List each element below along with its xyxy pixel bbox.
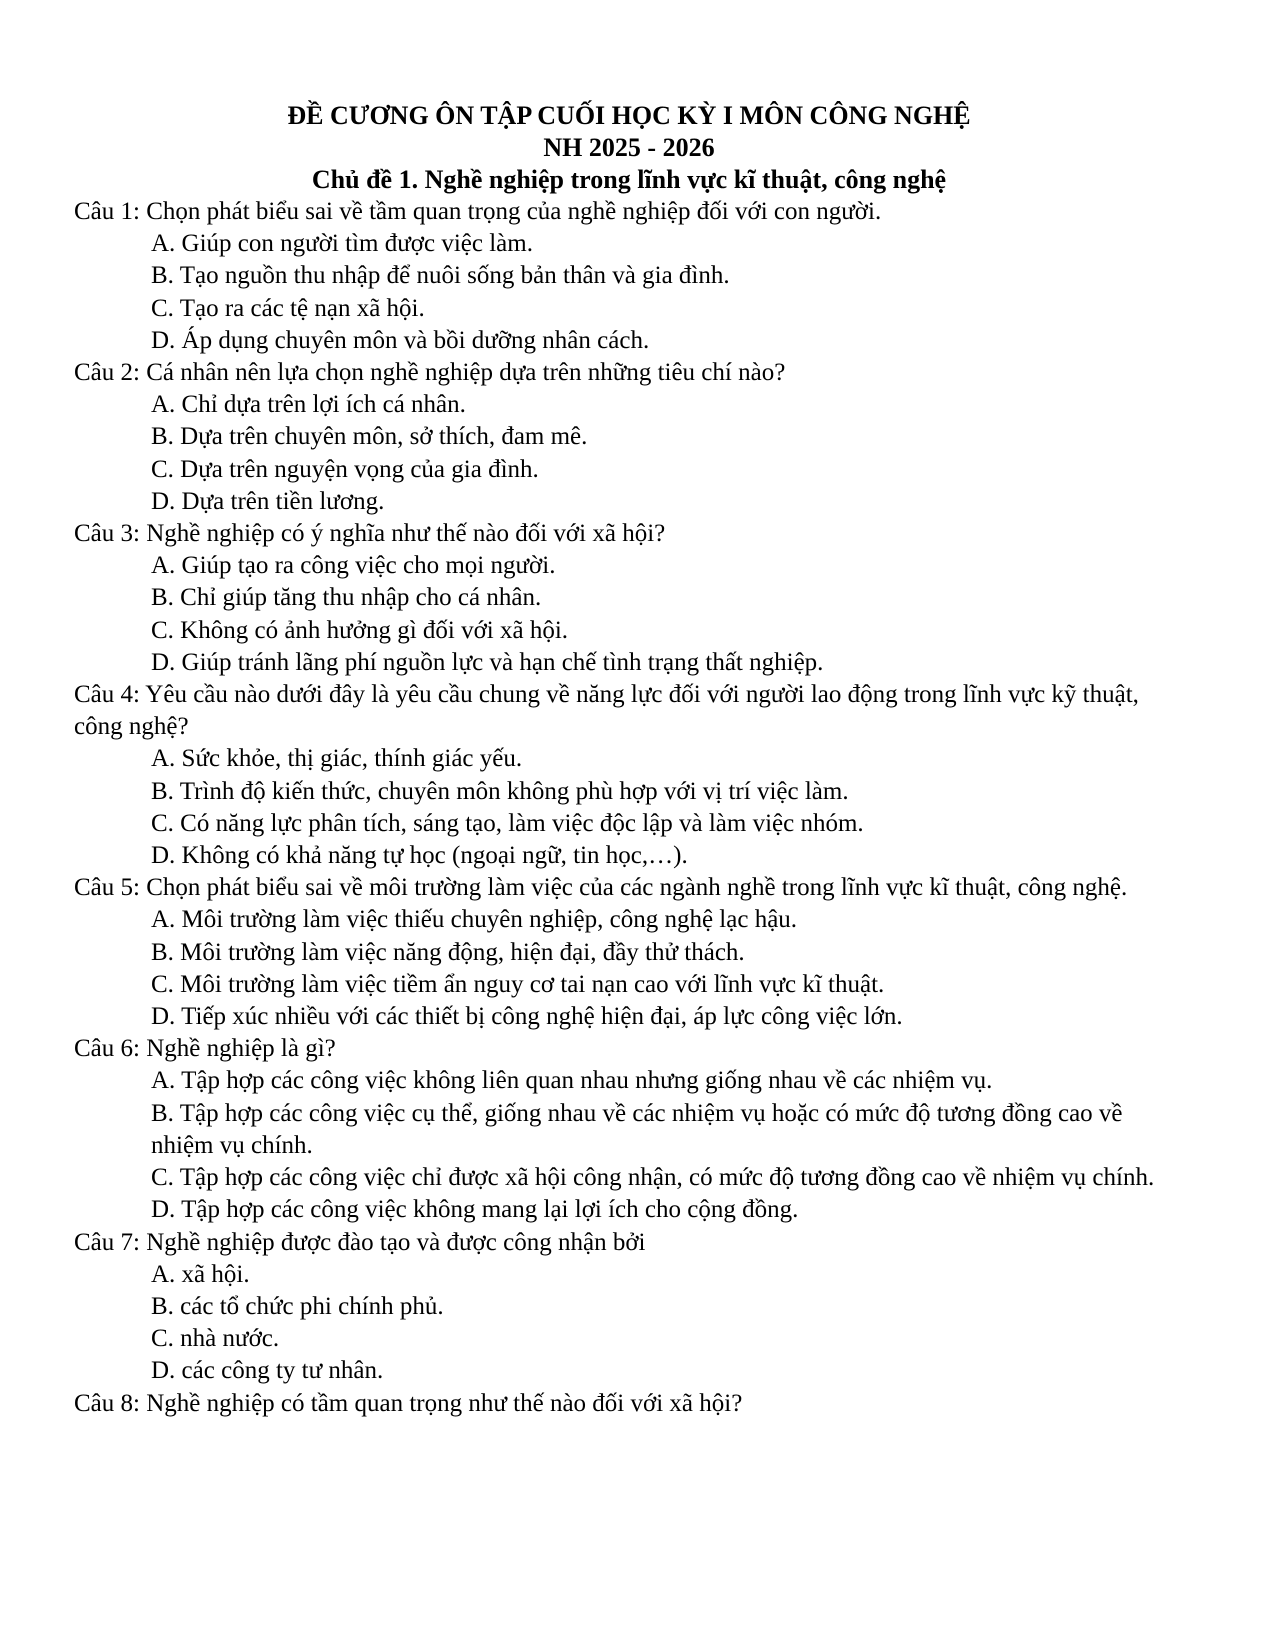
answer-option-b: B. Tập hợp các công việc cụ thể, giống nhau về các nhiệm vụ hoặc có mức độ tương đồng cao về nhiệm vụ chính. xyxy=(151,1099,1123,1159)
question-stem: Câu 6: Nghề nghiệp là gì? xyxy=(74,1035,336,1063)
answer-option-d: D. Giúp tránh lãng phí nguồn lực và hạn chế tình trạng thất nghiệp. xyxy=(151,648,824,676)
question-1 xyxy=(74,196,1184,357)
answer-option-b: B. Trình độ kiến thức, chuyên môn không phù hợp với vị trí việc làm. xyxy=(151,777,849,805)
answer-option-c: C. nhà nước. xyxy=(151,1325,280,1353)
question-7 xyxy=(74,1227,1184,1388)
answer-option-a: A. Giúp tạo ra công việc cho mọi người. xyxy=(151,552,556,580)
question-6 xyxy=(74,1033,1184,1226)
school-year: NH 2025 - 2026 xyxy=(543,133,715,162)
answer-option-a: A. Môi trường làm việc thiếu chuyên nghiệp, công nghệ lạc hậu. xyxy=(151,906,798,934)
answer-option-c: C. Môi trường làm việc tiềm ẩn nguy cơ tai nạn cao với lĩnh vực kĩ thuật. xyxy=(151,970,885,998)
answer-option-c: C. Có năng lực phân tích, sáng tạo, làm việc độc lập và làm việc nhóm. xyxy=(151,809,864,837)
answer-option-d: D. Tập hợp các công việc không mang lại lợi ích cho cộng đồng. xyxy=(151,1196,799,1224)
question-stem: Câu 4: Yêu cầu nào dưới đây là yêu cầu chung về năng lực đối với người lao động trong lĩnh vực kỹ thuật, công nghệ? xyxy=(74,681,1139,741)
question-2 xyxy=(74,357,1184,518)
answer-option-c: C. Dựa trên nguyện vọng của gia đình. xyxy=(151,455,539,483)
answer-option-d: D. Tiếp xúc nhiều với các thiết bị công nghệ hiện đại, áp lực công việc lớn. xyxy=(151,1003,903,1031)
answer-option-d: D. Không có khả năng tự học (ngoại ngữ, tin học,…). xyxy=(151,842,688,870)
answer-option-b: B. các tổ chức phi chính phủ. xyxy=(151,1292,444,1320)
answer-option-a: A. Giúp con người tìm được việc làm. xyxy=(151,230,533,258)
answer-option-c: C. Tạo ra các tệ nạn xã hội. xyxy=(151,294,425,322)
answer-option-a: A. Chỉ dựa trên lợi ích cá nhân. xyxy=(151,391,466,419)
question-stem: Câu 3: Nghề nghiệp có ý nghĩa như thế nào đối với xã hội? xyxy=(74,520,666,548)
answer-option-d: D. các công ty tư nhân. xyxy=(151,1357,384,1385)
answer-option-b: B. Dựa trên chuyên môn, sở thích, đam mê. xyxy=(151,423,588,451)
answer-option-b: B. Chỉ giúp tăng thu nhập cho cá nhân. xyxy=(151,584,542,612)
question-8 xyxy=(74,1388,1184,1420)
question-stem: Câu 1: Chọn phát biểu sai về tầm quan trọng của nghề nghiệp đối với con người. xyxy=(74,198,882,225)
answer-option-c: C. Không có ảnh hưởng gì đối với xã hội. xyxy=(151,616,569,644)
question-stem: Câu 8: Nghề nghiệp có tầm quan trọng như thế nào đối với xã hội? xyxy=(74,1389,743,1417)
question-4 xyxy=(74,679,1184,872)
answer-option-c: C. Tập hợp các công việc chỉ được xã hội công nhận, có mức độ tương đồng cao về nhiệm vụ chính. xyxy=(151,1164,1155,1192)
answer-option-a: A. Tập hợp các công việc không liên quan nhau nhưng giống nhau về các nhiệm vụ. xyxy=(151,1067,993,1095)
title-block xyxy=(74,100,1184,196)
answer-option-d: D. Dựa trên tiền lương. xyxy=(151,487,385,515)
question-5 xyxy=(74,872,1184,1033)
answer-option-a: A. xã hội. xyxy=(151,1260,250,1288)
question-stem: Câu 7: Nghề nghiệp được đào tạo và được công nhận bởi xyxy=(74,1228,646,1256)
question-3 xyxy=(74,518,1184,679)
answer-option-b: B. Tạo nguồn thu nhập để nuôi sống bản thân và gia đình. xyxy=(151,262,730,290)
question-stem: Câu 5: Chọn phát biểu sai về môi trường làm việc của các ngành nghề trong lĩnh vực kĩ thuật, công nghệ. xyxy=(74,874,1128,902)
answer-option-d: D. Áp dụng chuyên môn và bồi dưỡng nhân cách. xyxy=(151,326,650,354)
answer-option-a: A. Sức khỏe, thị giác, thính giác yếu. xyxy=(151,745,523,773)
topic-heading: Chủ đề 1. Nghề nghiệp trong lĩnh vực kĩ thuật, công nghệ xyxy=(311,165,947,194)
document-title: ĐỀ CƯƠNG ÔN TẬP CUỐI HỌC KỲ I MÔN CÔNG NGHỆ xyxy=(287,101,971,130)
document-content xyxy=(74,100,1184,1420)
question-stem: Câu 2: Cá nhân nên lựa chọn nghề nghiệp dựa trên những tiêu chí nào? xyxy=(74,359,786,387)
answer-option-b: B. Môi trường làm việc năng động, hiện đại, đầy thử thách. xyxy=(151,938,745,966)
